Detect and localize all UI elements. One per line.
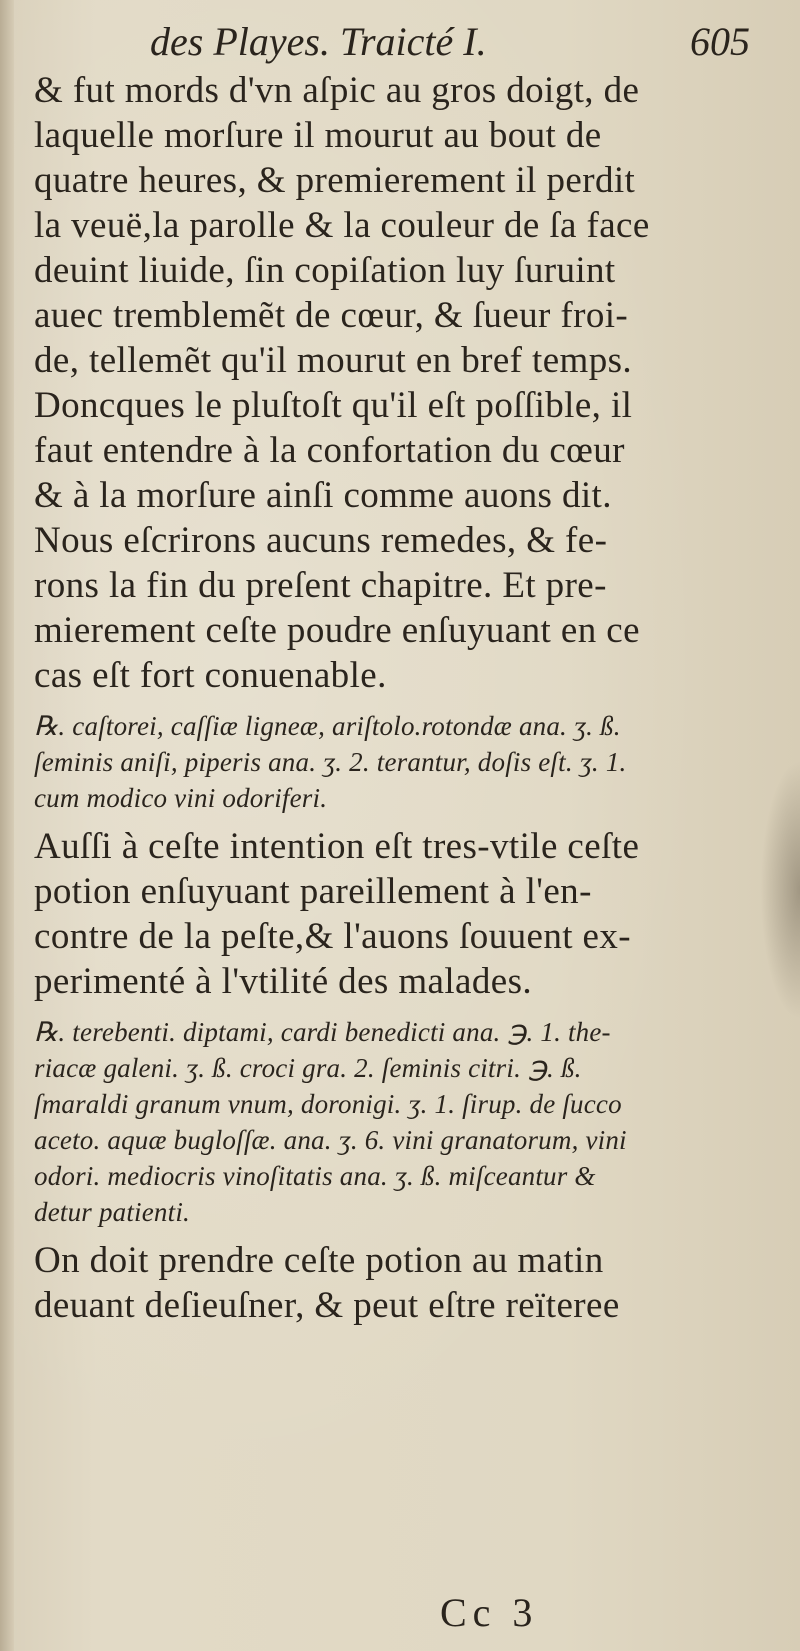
page-body: [34, 68, 740, 1328]
text-line: cas eſt fort conuenable.: [34, 655, 387, 696]
text-line: & fut mords d'vn aſpic au gros doigt, de: [34, 70, 640, 111]
text-line: & à la morſure ainſi comme auons dit.: [34, 475, 612, 516]
text-line: rons la fin du preſent chapitre. Et pre-: [34, 565, 607, 606]
text-line: la veuë,la parolle & la couleur de ſa face: [34, 205, 650, 246]
recipe-line: odori. mediocris vinoſitatis ana. ʒ. ß. miſceantur &: [34, 1161, 596, 1191]
recipe-line: detur patienti.: [34, 1197, 190, 1227]
text-line: contre de la peſte,& l'auons ſouuent ex-: [34, 916, 631, 957]
text-line: deuint liuide, ſin copiſation luy ſuruint: [34, 250, 616, 291]
text-line: Doncques le pluſtoſt qu'il eſt poſſible, il: [34, 385, 633, 426]
paragraph-bite-treatment: [34, 68, 740, 698]
running-header: [150, 14, 750, 70]
paragraph-dosage: [34, 1238, 740, 1328]
text-line: perimenté à l'vtilité des malades.: [34, 961, 533, 1002]
paragraph-potion-intro: [34, 824, 740, 1004]
page-edge-shadow: [760, 760, 800, 1020]
text-line: Nous eſcrirons aucuns remedes, & fe-: [34, 520, 608, 561]
recipe-line: ſmaraldi granum vnum, doronigi. ʒ. 1. ſirup. de ſucco: [34, 1089, 622, 1119]
signature-mark: Cc 3: [440, 1590, 539, 1635]
text-line: Auſſi à ceſte intention eſt tres-vtile ceſte: [34, 826, 640, 867]
text-line: laquelle morſure il mourut au bout de: [34, 115, 602, 156]
text-line: faut entendre à la confortation du cœur: [34, 430, 625, 471]
recipe-line: ℞. terebenti. diptami, cardi benedicti ana. ℈. 1. the-: [34, 1017, 611, 1047]
recipe-line: cum modico vini odoriferi.: [34, 783, 328, 813]
recipe-potion: [34, 1014, 740, 1230]
text-line: de, tellemẽt qu'il mourut en bref temps.: [34, 340, 633, 381]
text-line: quatre heures, & premierement il perdit: [34, 160, 636, 201]
recipe-line: ℞. caſtorei, caſſiæ ligneæ, ariſtolo.rotondæ ana. ʒ. ß.: [34, 711, 621, 741]
text-line: On doit prendre ceſte potion au matin: [34, 1240, 604, 1281]
recipe-powder: [34, 708, 740, 816]
text-line: deuant deſieuſner, & peut eſtre reïteree: [34, 1285, 620, 1326]
recipe-line: riacæ galeni. ʒ. ß. croci gra. 2. ſeminis citri. ℈. ß.: [34, 1053, 582, 1083]
running-title: des Playes. Traicté I.: [150, 19, 487, 64]
recipe-line: aceto. aquæ bugloſſæ. ana. ʒ. 6. vini granatorum, vini: [34, 1125, 627, 1155]
text-line: mierement ceſte poudre enſuyuant en ce: [34, 610, 640, 651]
page-number: 605: [690, 19, 750, 64]
text-line: potion enſuyuant pareillement à l'en-: [34, 871, 592, 912]
page-gutter: [0, 0, 14, 1651]
text-line: auec tremblemẽt de cœur, & ſueur froi-: [34, 295, 629, 336]
recipe-line: ſeminis aniſi, piperis ana. ʒ. 2. terantur, doſis eſt. ʒ. 1.: [34, 747, 627, 777]
